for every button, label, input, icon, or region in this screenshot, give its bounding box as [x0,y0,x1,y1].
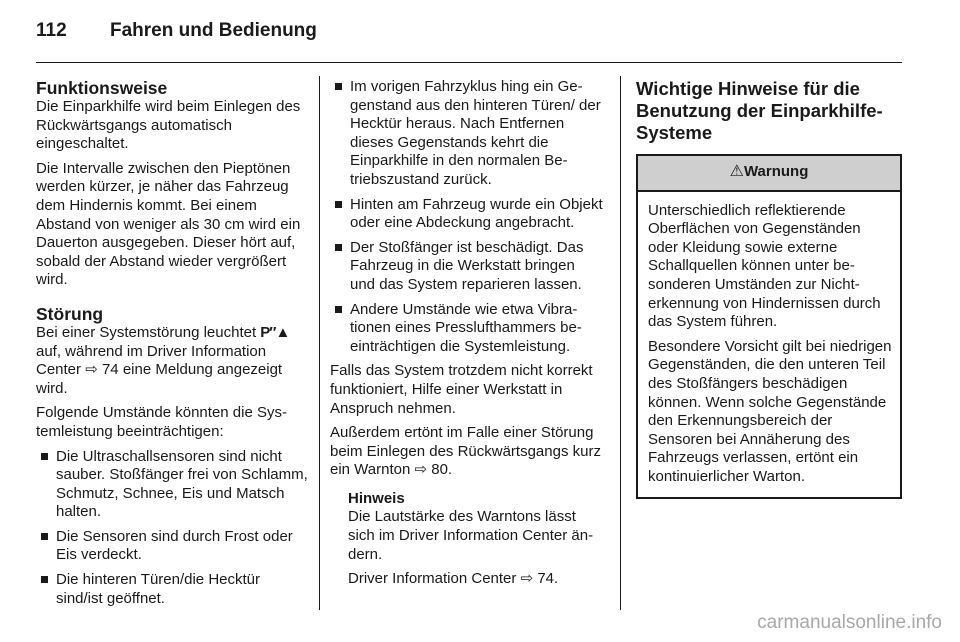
paragraph: Die Einparkhilfe wird beim Einlegen des Rückwärtsgangs automatisch eingeschaltet. [36,98,301,153]
warning-text: Besondere Vorsicht gilt bei niedrigen Gegenständen, die den unteren Teil des Stoßfängers beschädigen können. Wenn solche Gegenstände den Erkennungsbereich der Sensoren bei Annäherung des Fahrzeugs verlassen, ertönt ein kontinuierlicher Warton. [648,337,892,485]
page-reference[interactable] [521,570,559,587]
bullet-list [36,448,308,609]
reference-arrow-icon: ⇨ [85,361,98,379]
chapter-title: Fahren und Bedienung [110,20,317,41]
text: Außerdem ertönt im Falle einer Störung beim Einlegen des Rückwärtsgangs kurz ein Warnton [330,424,601,479]
paragraph: Die Intervalle zwischen den Pieptönen werden kürzer, je näher das Fahrzeug dem Hindernis kommt. Bei einem Abstand von weniger als 30 cm wird ein Dauerton ausgegeben. Dieser hört auf, sobald der Abstand wieder vergrößert wird. [36,159,301,289]
bullet-list [330,78,604,356]
warning-header [638,156,900,192]
list-item: Hinten am Fahrzeug wurde ein Objekt oder eine Abdeckung angebracht. [330,196,604,233]
reference-page: 74 [101,361,119,379]
park-assist-icon: P″▲ [260,323,290,341]
column-2 [330,78,604,595]
list-item: Im vorigen Fahrzyklus hing ein Gegenstand aus den hinteren Türen/ der Hecktür heraus. Nach Entfernen dieses Gegenstands kehrt die Einparkhilfe in den normalen Betriebszustand zurück. [330,78,604,190]
column-1 [36,78,308,614]
heading-funktionsweise: Funktionsweise [36,78,168,98]
warning-text: Unterschiedlich reflektierende Oberflächen von Gegenständen oder Kleidung sowie externe Schallquellen können unter besonderen Umständen zur Nichterkennung von Hindernissen durch das System führen. [648,201,881,331]
note-block [348,490,604,589]
list-item: Der Stoßfänger ist beschädigt. Das Fahrzeug in die Werkstatt bringen und das System reparieren lassen. [330,239,604,295]
paragraph: Folgende Umstände könnten die Systemleistung beeinträchtigen: [36,404,287,440]
warning-label: Warnung [743,163,809,180]
text: eine Meldung angezeigt wird. [36,361,283,397]
page-reference[interactable] [85,361,118,378]
paragraph-stoerung [36,324,308,398]
text: Bei einer Systemstörung leuchtet [36,323,257,341]
header-rule [36,62,902,63]
column-3 [636,78,902,499]
heading-stoerung: Störung [36,303,104,324]
page-header [36,20,317,42]
list-item: Die hinteren Türen/die Hecktür sind/ist geöffnet. [36,571,308,608]
reference-page: 74. [537,570,559,588]
page-number: 112 [36,20,67,41]
list-item: Die Ultraschallsensoren sind nicht sauber. Stoßfänger frei von Schlamm, Schmutz, Schnee, Eis und Matsch halten. [36,448,308,522]
note-text: Die Lautstärke des Warntons lässt sich im Driver Information Center ändern. [348,508,594,563]
paragraph: Falls das System trotzdem nicht korrekt funktioniert, Hilfe einer Werkstatt in Anspruch nehmen. [330,362,593,417]
note-title: Hinweis [348,489,405,507]
text: Driver Information Center [348,570,517,588]
reference-page: 80. [431,461,453,479]
text: auf, während im Driver Information Center [36,342,267,379]
reference-arrow-icon: ⇨ [520,570,534,588]
reference-arrow-icon: ⇨ [414,461,428,479]
page-reference[interactable] [415,461,453,478]
note-reference [348,570,604,589]
warning-icon: ⚠ [729,163,744,180]
list-item: Andere Umstände wie etwa Vibrationen eines Presslufthammers beeinträchtigen die Systemleistung. [330,301,604,357]
warning-body [638,192,900,497]
heading-wichtige-hinweise: Wichtige Hinweise für die Benutzung der Einparkhilfe-Systeme [636,78,883,143]
watermark: carmanualsonline.info [757,612,942,633]
list-item: Die Sensoren sind durch Frost oder Eis verdeckt. [36,528,308,565]
column-divider-2 [620,76,621,610]
paragraph [330,424,604,480]
warning-box [636,154,902,499]
column-divider-1 [319,76,320,610]
